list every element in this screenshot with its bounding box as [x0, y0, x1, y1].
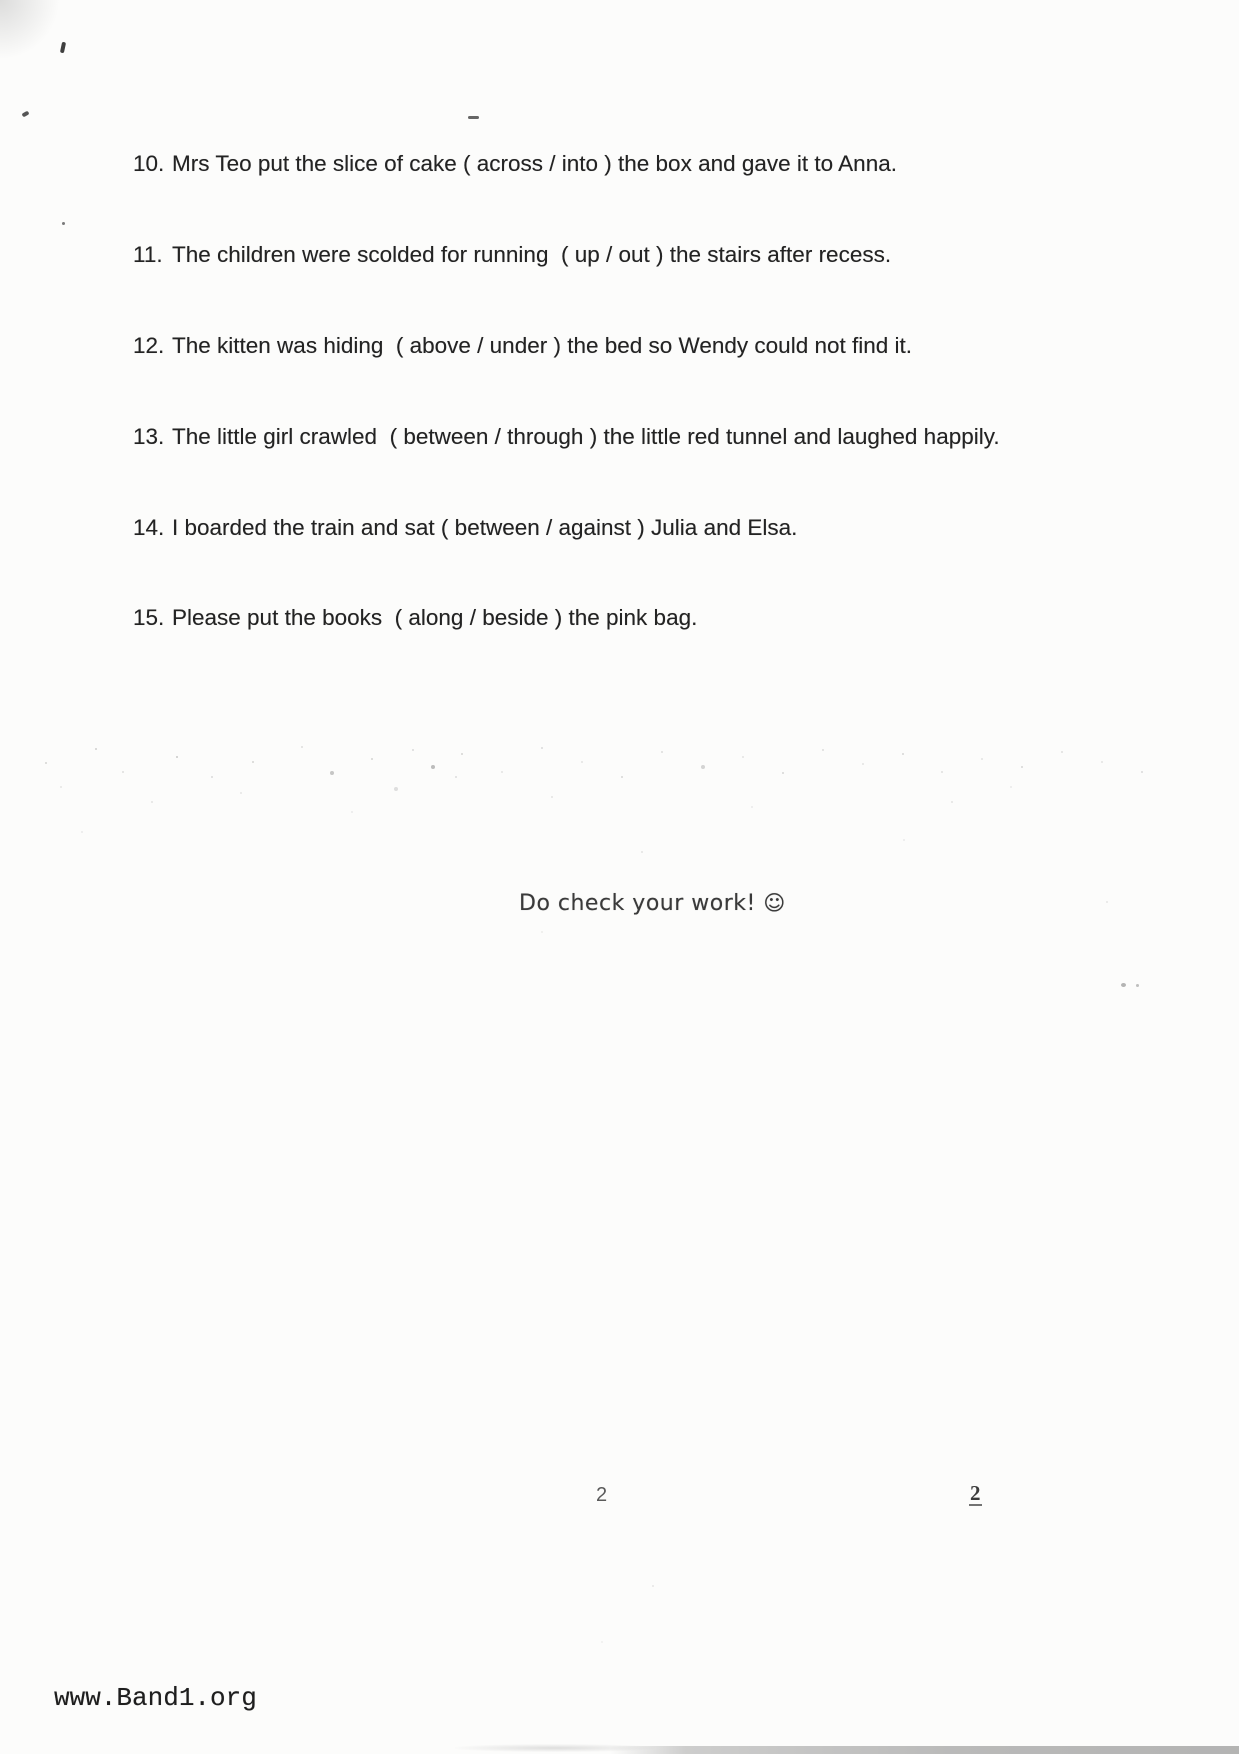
- page-number-right: 2: [970, 1481, 981, 1505]
- exercise-item-15: [133, 604, 697, 632]
- smiley-icon: ☺: [763, 891, 786, 915]
- exercise-item-14: [133, 514, 797, 542]
- item-text: Please put the books ( along / beside ) the pink bag.: [172, 605, 698, 630]
- exercise-item-11: [133, 241, 891, 269]
- item-number: 10.: [133, 151, 165, 176]
- scan-artifact-mark: [21, 111, 29, 118]
- scan-noise-speckles: [0, 0, 2, 2]
- item-text: Mrs Teo put the slice of cake ( across / into ) the box and gave it to Anna.: [172, 151, 897, 176]
- item-number: 13.: [133, 424, 165, 449]
- item-text: I boarded the train and sat ( between / against ) Julia and Elsa.: [172, 515, 798, 540]
- item-number: 15.: [133, 605, 165, 630]
- scan-artifact-mark: [60, 42, 66, 54]
- page-number-center: 2: [596, 1484, 608, 1506]
- scan-artifact-dot: [62, 222, 65, 225]
- exercise-item-13: [133, 423, 1000, 451]
- item-text: The kitten was hiding ( above / under ) the bed so Wendy could not find it.: [172, 333, 913, 358]
- item-number: 11.: [133, 242, 163, 267]
- scan-artifact-mark: [468, 116, 479, 119]
- item-number: 12.: [133, 333, 165, 358]
- item-text: The little girl crawled ( between / through ) the little red tunnel and laughed happily.: [172, 424, 1000, 449]
- scan-corner-smudge: [0, 0, 60, 60]
- footer-website-url: www.Band1.org: [54, 1683, 257, 1713]
- reminder-text: Do check your work!: [519, 891, 764, 916]
- item-text: The children were scolded for running ( up / out ) the stairs after recess.: [172, 242, 892, 267]
- exercise-item-12: [133, 332, 912, 360]
- item-number: 14.: [133, 515, 165, 540]
- reminder-note: [519, 891, 786, 916]
- exercise-item-10: [133, 150, 897, 178]
- scan-bottom-bar: [610, 1746, 1239, 1754]
- scan-artifact-dot: [1121, 983, 1126, 987]
- scan-artifact-dot: [1136, 984, 1139, 987]
